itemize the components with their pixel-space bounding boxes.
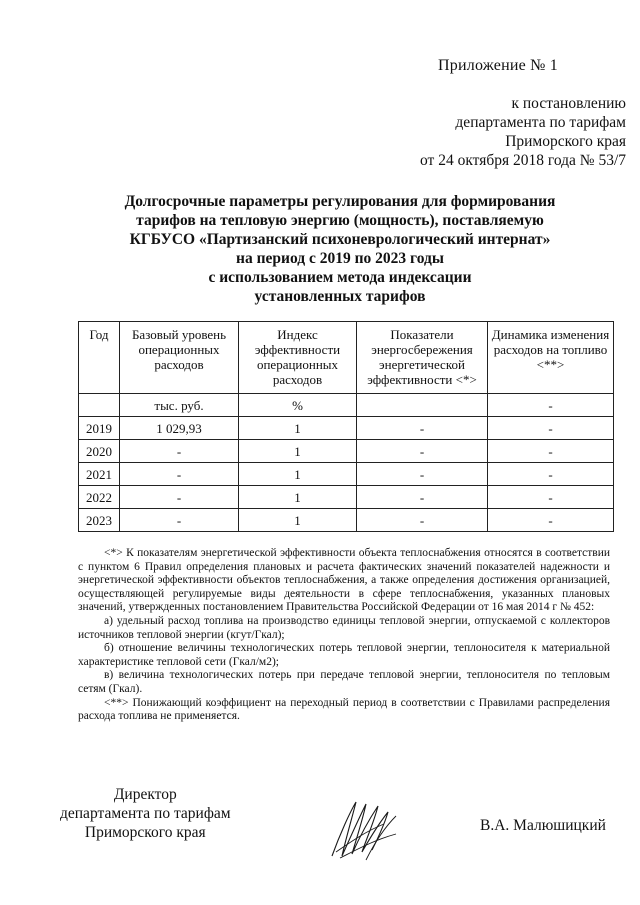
table-cell: 1 bbox=[239, 440, 357, 463]
table-row bbox=[79, 417, 614, 440]
footnote-item-c: в) величина технологических потерь при передаче тепловой энергии, теплоносителя по тепловым сетям (Гкал). bbox=[78, 669, 610, 695]
table-cell: - bbox=[357, 509, 488, 532]
document-title bbox=[60, 192, 620, 306]
resolution-line: Приморского края bbox=[505, 133, 626, 150]
signer-title bbox=[60, 785, 231, 842]
footnote-item-a: а) удельный расход топлива на производство единицы тепловой энергии, отпускаемой с коллекторов источников тепловой энергии (кгут/Гкал); bbox=[78, 614, 610, 641]
table-cell: 2022 bbox=[79, 486, 120, 509]
footnote-energy-efficiency: <*> К показателям энергетической эффективности объекта теплоснабжения относятся в соответствии с пунктом 6 Правил определения плановых и расчета фактических значений показателей надежности и энергетической эффективности объектов теплоснабжения, а также определения достижения организацией, осуществляющей регулируемые виды деятельности в сфере теплоснабжения, указанных плановых значений, утвержденных постановлением Правительства Российской Федерации от 16 мая 2014 г № 452: bbox=[78, 547, 610, 614]
footnotes bbox=[78, 547, 610, 724]
table-cell: 2023 bbox=[79, 509, 120, 532]
table-cell: - bbox=[357, 463, 488, 486]
header-year: Год bbox=[79, 322, 120, 394]
unit-cell: % bbox=[239, 394, 357, 417]
resolution-reference bbox=[420, 94, 626, 170]
signer-title-line: Приморского края bbox=[84, 824, 206, 841]
footnote-item-b: б) отношение величины технологических потерь тепловой энергии, теплоносителя к материальной характеристике тепловой сети (Гкал/м2); bbox=[78, 642, 610, 668]
table-cell: 1 bbox=[239, 486, 357, 509]
table-cell: 1 bbox=[239, 509, 357, 532]
unit-cell bbox=[79, 394, 120, 417]
table-cell: 1 029,93 bbox=[120, 417, 239, 440]
footnote-fuel: <**> Понижающий коэффициент на переходный период в соответствии с Правилами распределения расхода топлива не применяется. bbox=[78, 696, 610, 723]
table-cell: 2020 bbox=[79, 440, 120, 463]
table-row bbox=[79, 440, 614, 463]
table-cell: - bbox=[488, 417, 614, 440]
table-cell: - bbox=[488, 509, 614, 532]
header-energy-saving: Показатели энергосбережения энергетической эффективности <*> bbox=[357, 322, 488, 394]
resolution-line: департамента по тарифам bbox=[455, 114, 626, 131]
resolution-line: от 24 октября 2018 года № 53/7 bbox=[420, 152, 626, 169]
table-cell: - bbox=[357, 417, 488, 440]
signer-title-line: Директор bbox=[113, 786, 177, 803]
title-line: тарифов на тепловую энергию (мощность), поставляемую bbox=[136, 212, 544, 229]
table-cell: - bbox=[120, 486, 239, 509]
title-line: на период с 2019 по 2023 годы bbox=[236, 250, 444, 267]
table-cell: - bbox=[488, 440, 614, 463]
table-cell: 2021 bbox=[79, 463, 120, 486]
parameters-table bbox=[78, 321, 614, 532]
title-line: Долгосрочные параметры регулирования для формирования bbox=[124, 193, 556, 210]
title-line: КГБУСО «Партизанский психоневрологический интернат» bbox=[129, 231, 551, 248]
header-base-opex: Базовый уровень операционных расходов bbox=[120, 322, 239, 394]
table-row bbox=[79, 486, 614, 509]
table-header-row bbox=[79, 322, 614, 394]
title-line: установленных тарифов bbox=[254, 288, 426, 305]
table-cell: 1 bbox=[239, 417, 357, 440]
signer-name: В.А. Малюшицкий bbox=[480, 817, 606, 834]
table-cell: 2019 bbox=[79, 417, 120, 440]
resolution-line: к постановлению bbox=[511, 95, 626, 112]
table-cell: - bbox=[488, 463, 614, 486]
handwritten-signature bbox=[326, 794, 406, 864]
header-fuel-dynamics: Динамика изменения расходов на топливо <**> bbox=[488, 322, 614, 394]
table-cell: 1 bbox=[239, 463, 357, 486]
unit-cell bbox=[357, 394, 488, 417]
table-units-row bbox=[79, 394, 614, 417]
appendix-label: Приложение № 1 bbox=[438, 57, 558, 74]
title-line: с использованием метода индексации bbox=[208, 269, 472, 286]
table-cell: - bbox=[120, 463, 239, 486]
table-cell: - bbox=[120, 440, 239, 463]
table-cell: - bbox=[357, 486, 488, 509]
table-row bbox=[79, 463, 614, 486]
table-cell: - bbox=[488, 486, 614, 509]
table-cell: - bbox=[120, 509, 239, 532]
table-cell: - bbox=[357, 440, 488, 463]
unit-cell: - bbox=[488, 394, 614, 417]
signer-title-line: департамента по тарифам bbox=[60, 805, 231, 822]
header-efficiency-index: Индекс эффективности операционных расходов bbox=[239, 322, 357, 394]
unit-cell: тыс. руб. bbox=[120, 394, 239, 417]
table-row bbox=[79, 509, 614, 532]
